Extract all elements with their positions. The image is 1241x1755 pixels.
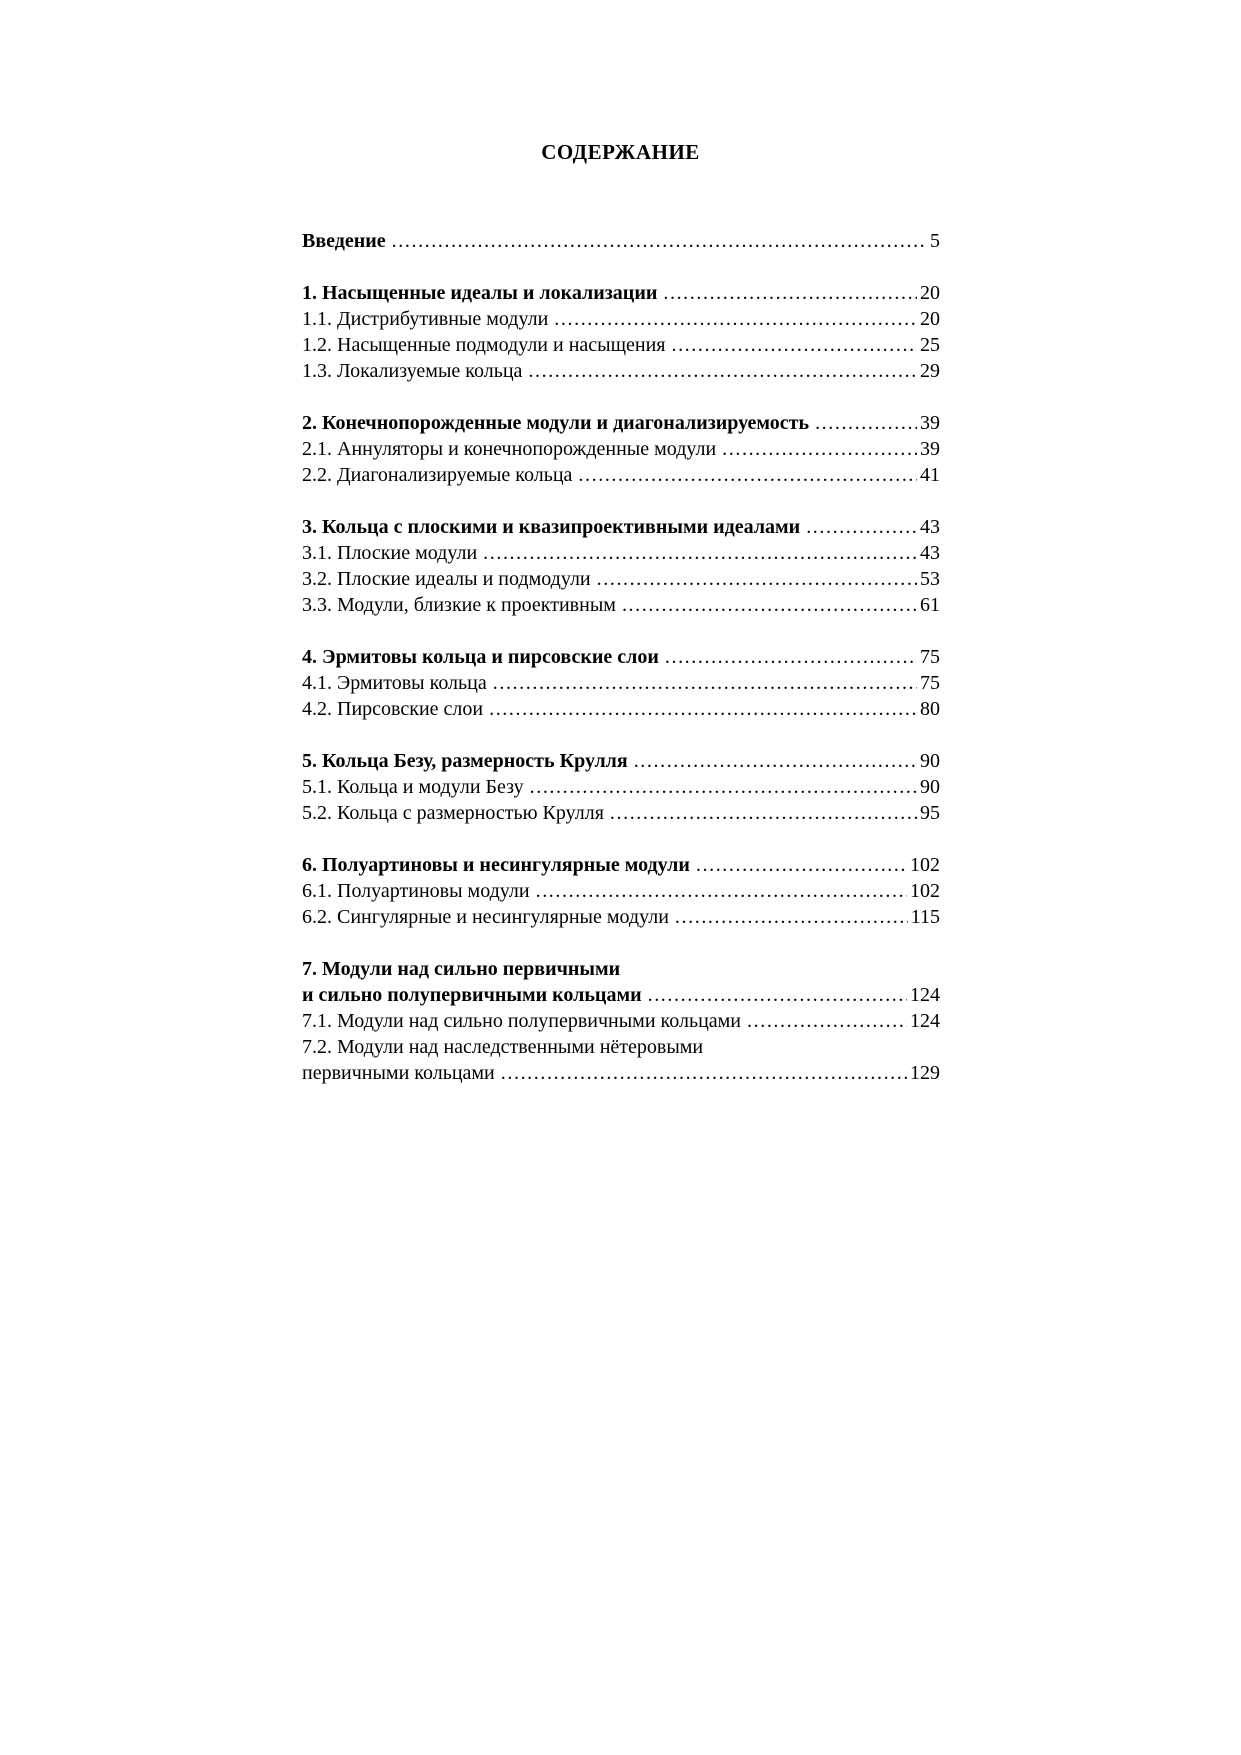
toc-entry-intro[interactable] — [302, 228, 940, 254]
toc-leader-dots — [665, 644, 917, 670]
toc-chapter-6 — [302, 852, 940, 930]
toc-section-entry[interactable] — [302, 592, 940, 618]
toc-section-entry[interactable] — [302, 566, 940, 592]
toc-entry-label: 5. Кольца Безу, размерность Крулля — [302, 750, 628, 772]
toc-entry-page: 20 — [920, 308, 940, 330]
toc-entry-page: 124 — [910, 984, 940, 1006]
toc-entry-page: 115 — [910, 906, 940, 928]
toc-entry-label: Введение — [302, 230, 386, 252]
toc-entry-label: 1.3. Локализуемые кольца — [302, 360, 523, 382]
toc-chapter-1 — [302, 280, 940, 384]
toc-leader-dots — [622, 592, 917, 618]
toc-section-entry[interactable] — [302, 358, 940, 384]
toc-entry-page: 20 — [920, 282, 940, 304]
toc-entry-page: 5 — [930, 230, 940, 252]
toc-entry-label: 3.3. Модули, близкие к проективным — [302, 594, 616, 616]
page-title: СОДЕРЖАНИЕ — [541, 140, 700, 164]
toc-entry-label: 4.2. Пирсовские слои — [302, 698, 484, 720]
toc-entry-page: 29 — [920, 360, 940, 382]
toc-chapter-heading-line[interactable]: 7. Модули над сильно первичными — [302, 958, 621, 980]
toc-entry-page: 75 — [920, 672, 940, 694]
toc-entry-label: 3. Кольца с плоскими и квазипроективными идеалами — [302, 516, 801, 538]
toc-entry-label: 2.1. Аннуляторы и конечнопорожденные модули — [302, 438, 717, 460]
toc-entry-label: 4. Эрмитовы кольца и пирсовские слои — [302, 646, 659, 668]
toc-leader-dots — [663, 280, 917, 306]
toc-chapter-7 — [302, 956, 940, 1086]
toc-section-entry[interactable] — [302, 774, 940, 800]
toc-chapter-heading[interactable] — [302, 644, 940, 670]
toc-entry-page: 90 — [920, 776, 940, 798]
toc-leader-dots — [610, 800, 917, 826]
toc-entry-page: 102 — [910, 880, 940, 902]
toc-entry-label: 5.2. Кольца с размерностью Крулля — [302, 802, 604, 824]
toc-section-entry[interactable] — [302, 540, 940, 566]
toc-entry-page: 53 — [920, 568, 940, 590]
toc-chapter-heading[interactable] — [302, 410, 940, 436]
toc-leader-dots — [747, 1008, 907, 1034]
toc-intro-group — [302, 228, 940, 254]
toc-leader-dots — [597, 566, 917, 592]
toc-leader-dots — [722, 436, 917, 462]
toc-entry-page: 75 — [920, 646, 940, 668]
toc-leader-dots — [392, 228, 927, 254]
toc-entry-page: 129 — [910, 1062, 940, 1084]
toc-leader-dots — [493, 670, 917, 696]
toc-entry-label: 5.1. Кольца и модули Безу — [302, 776, 524, 798]
toc-section-entry[interactable] — [302, 696, 940, 722]
toc-entry-label: 3.2. Плоские идеалы и подмодули — [302, 568, 591, 590]
toc-chapter-4 — [302, 644, 940, 722]
toc-leader-dots — [578, 462, 917, 488]
toc-leader-dots — [530, 774, 917, 800]
toc-section-entry-line[interactable]: 7.2. Модули над наследственными нётеровыми — [302, 1036, 704, 1058]
toc-entry-label: 4.1. Эрмитовы кольца — [302, 672, 487, 694]
toc-leader-dots — [489, 696, 917, 722]
toc-section-entry[interactable] — [302, 462, 940, 488]
toc-leader-dots — [675, 904, 908, 930]
toc-entry-page: 43 — [920, 542, 940, 564]
toc-entry-label: 1.1. Дистрибутивные модули — [302, 308, 549, 330]
toc-leader-dots — [696, 852, 907, 878]
toc-entry-label: 6. Полуартиновы и несингулярные модули — [302, 854, 690, 876]
toc-section-entry[interactable] — [302, 306, 940, 332]
toc-entry-label: 7.1. Модули над сильно полупервичными кольцами — [302, 1010, 742, 1032]
toc-leader-dots — [528, 358, 917, 384]
toc-entry-page: 43 — [920, 516, 940, 538]
toc-entry-label: 2. Конечнопорожденные модули и диагонализируемость — [302, 412, 810, 434]
toc-entry-label: 2.2. Диагонализируемые кольца — [302, 464, 573, 486]
toc-entry-page: 124 — [910, 1010, 940, 1032]
toc-entry-page: 39 — [920, 412, 940, 434]
toc-leader-dots — [634, 748, 917, 774]
toc-section-entry[interactable] — [302, 800, 940, 826]
toc-leader-dots — [554, 306, 917, 332]
toc-entry-page: 39 — [920, 438, 940, 460]
toc-section-entry[interactable] — [302, 904, 940, 930]
toc-chapter-5 — [302, 748, 940, 826]
toc-chapter-3 — [302, 514, 940, 618]
toc-chapter-heading[interactable] — [302, 852, 940, 878]
toc-leader-dots — [648, 982, 907, 1008]
toc-chapter-heading[interactable] — [302, 514, 940, 540]
toc-section-entry[interactable] — [302, 1060, 940, 1086]
toc-leader-dots — [671, 332, 917, 358]
toc-section-entry[interactable] — [302, 332, 940, 358]
toc-section-entry[interactable] — [302, 1008, 940, 1034]
toc-entry-page: 25 — [920, 334, 940, 356]
toc-entry-label: первичными кольцами — [302, 1062, 495, 1084]
toc-entry-label: 1. Насыщенные идеалы и локализации — [302, 282, 658, 304]
toc-section-entry[interactable] — [302, 670, 940, 696]
toc-entry-label: 3.1. Плоские модули — [302, 542, 478, 564]
toc-leader-dots — [815, 410, 917, 436]
toc-entry-page: 95 — [920, 802, 940, 824]
toc-entry-label: 6.2. Сингулярные и несингулярные модули — [302, 906, 669, 928]
toc-entry-label: 6.1. Полуартиновы модули — [302, 880, 530, 902]
toc-chapter-2 — [302, 410, 940, 488]
toc-entry-label: и сильно полупервичными кольцами — [302, 984, 642, 1006]
toc-section-entry[interactable] — [302, 436, 940, 462]
toc-entry-label: 1.2. Насыщенные подмодули и насыщения — [302, 334, 666, 356]
toc-leader-dots — [483, 540, 917, 566]
toc-chapter-heading[interactable] — [302, 748, 940, 774]
table-of-contents — [302, 228, 940, 1112]
toc-leader-dots — [536, 878, 907, 904]
toc-entry-page: 80 — [920, 698, 940, 720]
toc-entry-page: 102 — [910, 854, 940, 876]
toc-section-entry[interactable] — [302, 878, 940, 904]
toc-entry-page: 61 — [920, 594, 940, 616]
toc-leader-dots — [501, 1060, 907, 1086]
toc-entry-page: 41 — [920, 464, 940, 486]
toc-leader-dots — [806, 514, 917, 540]
toc-chapter-heading[interactable] — [302, 280, 940, 306]
toc-chapter-heading[interactable] — [302, 982, 940, 1008]
toc-entry-page: 90 — [920, 750, 940, 772]
